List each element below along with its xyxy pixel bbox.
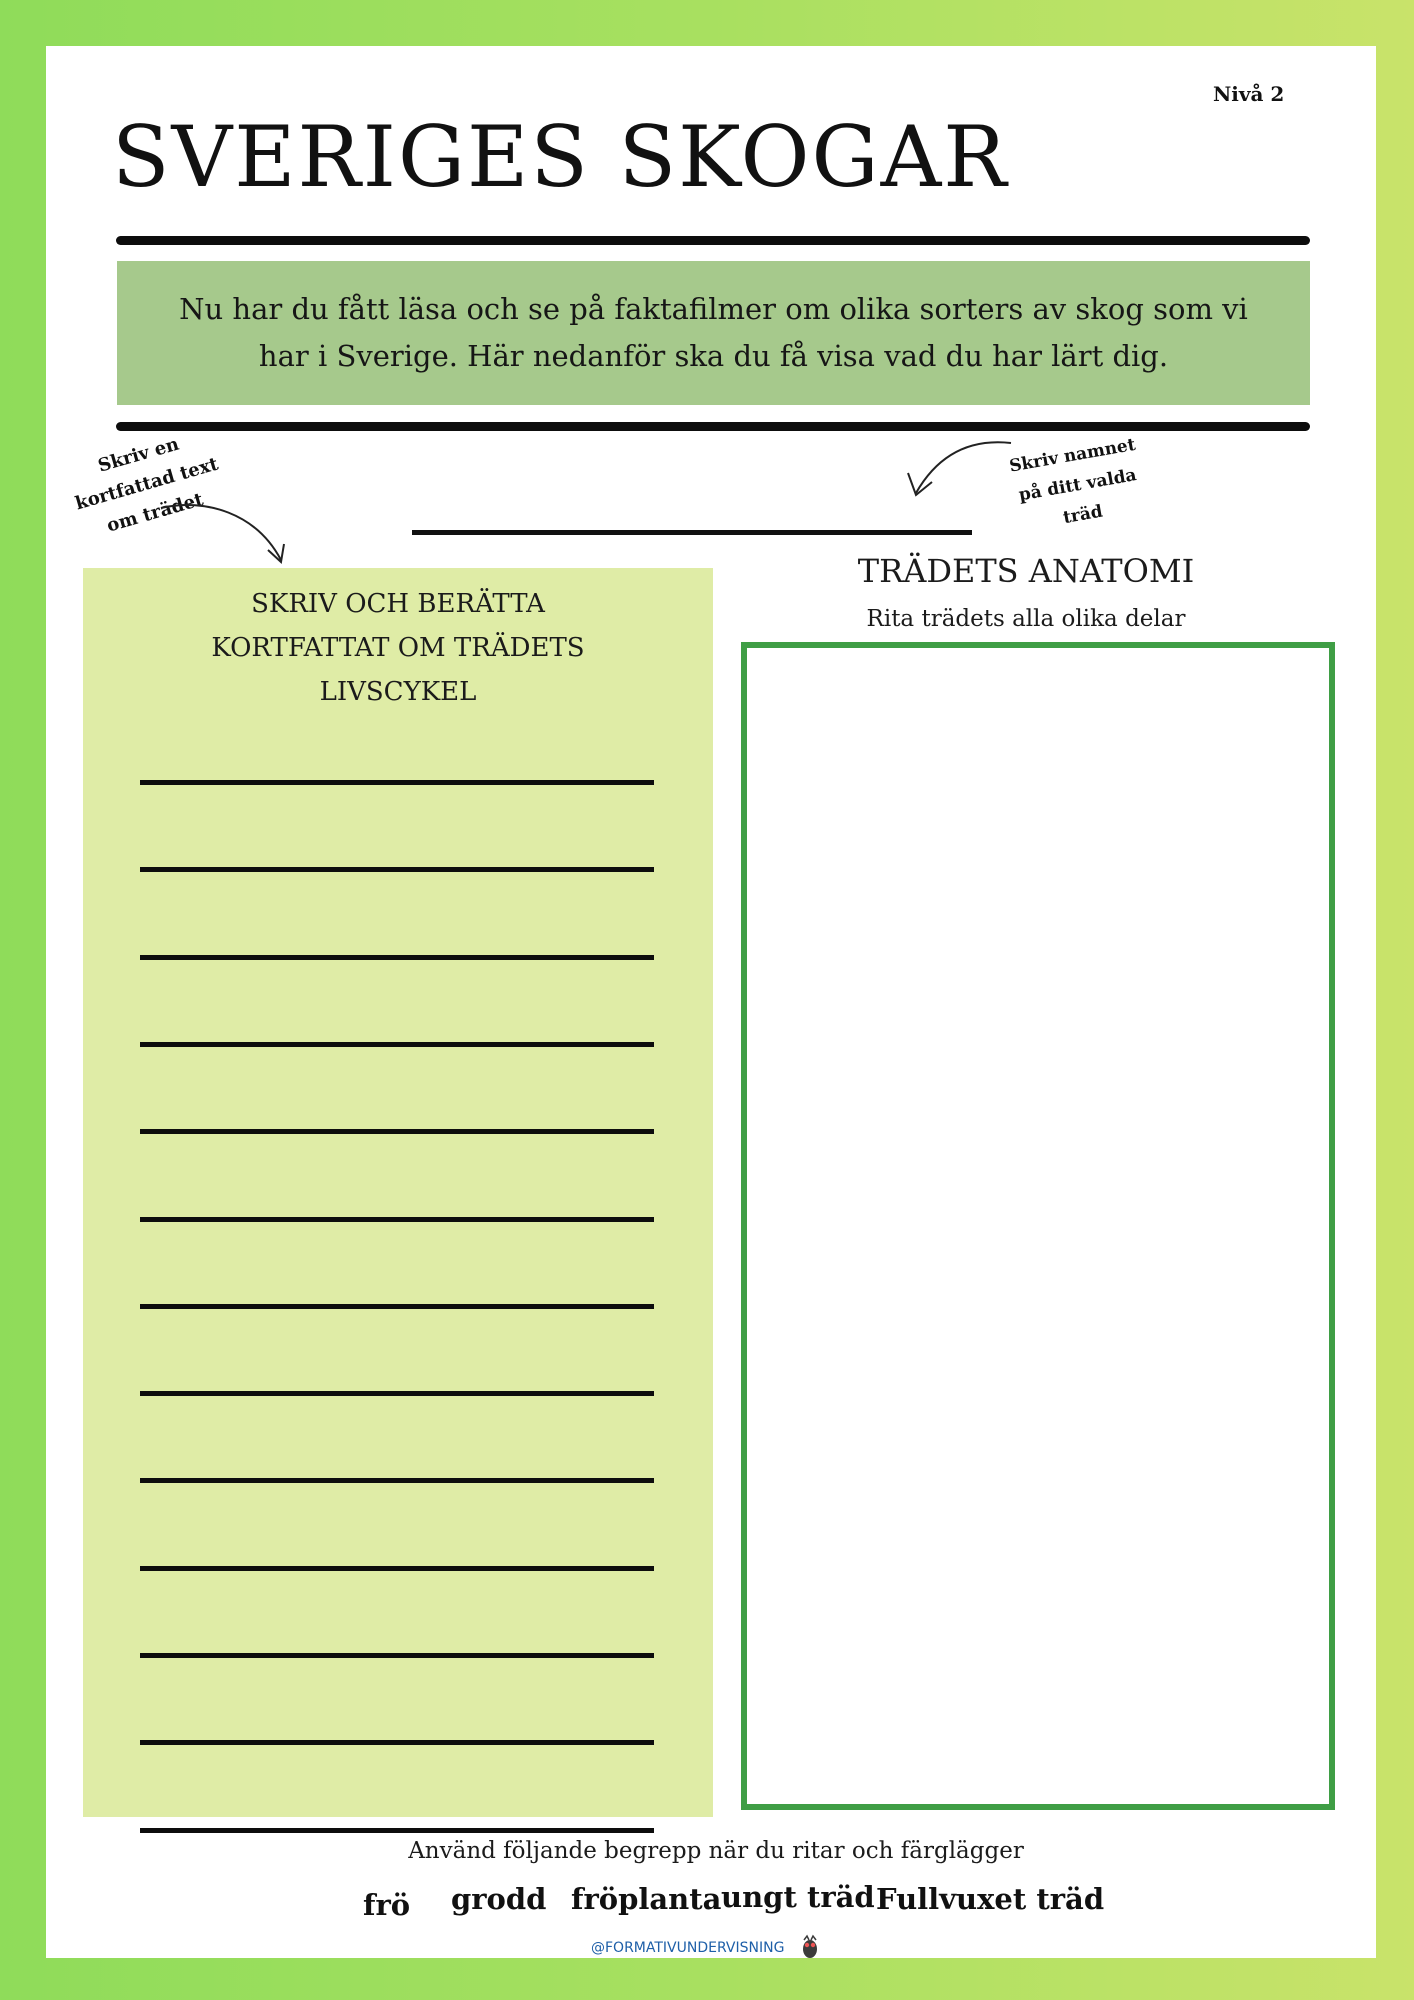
writing-line[interactable]: [140, 1042, 654, 1047]
term-young-tree: ungt träd: [721, 1880, 875, 1914]
writing-line[interactable]: [140, 1217, 654, 1222]
writing-line[interactable]: [140, 1740, 654, 1745]
writing-line[interactable]: [140, 780, 654, 785]
writing-line[interactable]: [140, 955, 654, 960]
writing-line[interactable]: [140, 1478, 654, 1483]
lifecycle-heading: [83, 582, 713, 714]
writing-line[interactable]: [140, 1566, 654, 1571]
arrow-to-left-panel-icon: [156, 498, 296, 578]
writing-line[interactable]: [140, 1653, 654, 1658]
page-title: SVERIGES SKOGAR: [112, 108, 1009, 206]
anatomy-heading: TRÄDETS ANATOMI: [857, 552, 1195, 590]
credit-text: @FORMATIVUNDERVISNING: [591, 1940, 785, 1956]
level-label: Nivå 2: [1213, 82, 1285, 106]
lifecycle-heading-text: SKRIV OCH BERÄTTA KORTFATTAT OM TRÄDETS LIVSCYKEL: [211, 589, 585, 707]
terms-list: [46, 1876, 1376, 1926]
drawing-area[interactable]: [741, 642, 1335, 1810]
lifecycle-panel: [83, 568, 713, 1817]
anatomy-subheading: Rita trädets alla olika delar: [866, 606, 1186, 632]
term-seed: frö: [363, 1888, 411, 1922]
arrow-to-name-line-icon: [896, 438, 1016, 508]
term-mature-tree: Fullvuxet träd: [876, 1882, 1105, 1916]
intro-text: Nu har du fått läsa och se på faktafilmer om olika sorters av skog som vi har i Sverige. Här nedanför ska du få visa vad du har lärt dig.: [179, 292, 1248, 373]
worksheet-page: [46, 46, 1376, 1958]
writing-line[interactable]: [140, 1828, 654, 1833]
owl-logo-icon: [800, 1934, 820, 1960]
writing-line[interactable]: [140, 1304, 654, 1309]
divider-top: [116, 236, 1310, 245]
note-tree-name: Skriv namnet på ditt valda träd: [1007, 434, 1139, 529]
term-sprout: grodd: [451, 1882, 547, 1916]
writing-line[interactable]: [140, 867, 654, 872]
terms-instruction: Använd följande begrepp när du ritar och färglägger: [408, 1838, 1024, 1864]
intro-box: [117, 261, 1310, 405]
note-write-text: Skriv en kortfattad text om trädet: [72, 433, 221, 537]
writing-line[interactable]: [140, 1391, 654, 1396]
term-seedling: fröplanta: [571, 1882, 722, 1916]
tree-name-input-line[interactable]: [412, 530, 972, 535]
writing-line[interactable]: [140, 1129, 654, 1134]
